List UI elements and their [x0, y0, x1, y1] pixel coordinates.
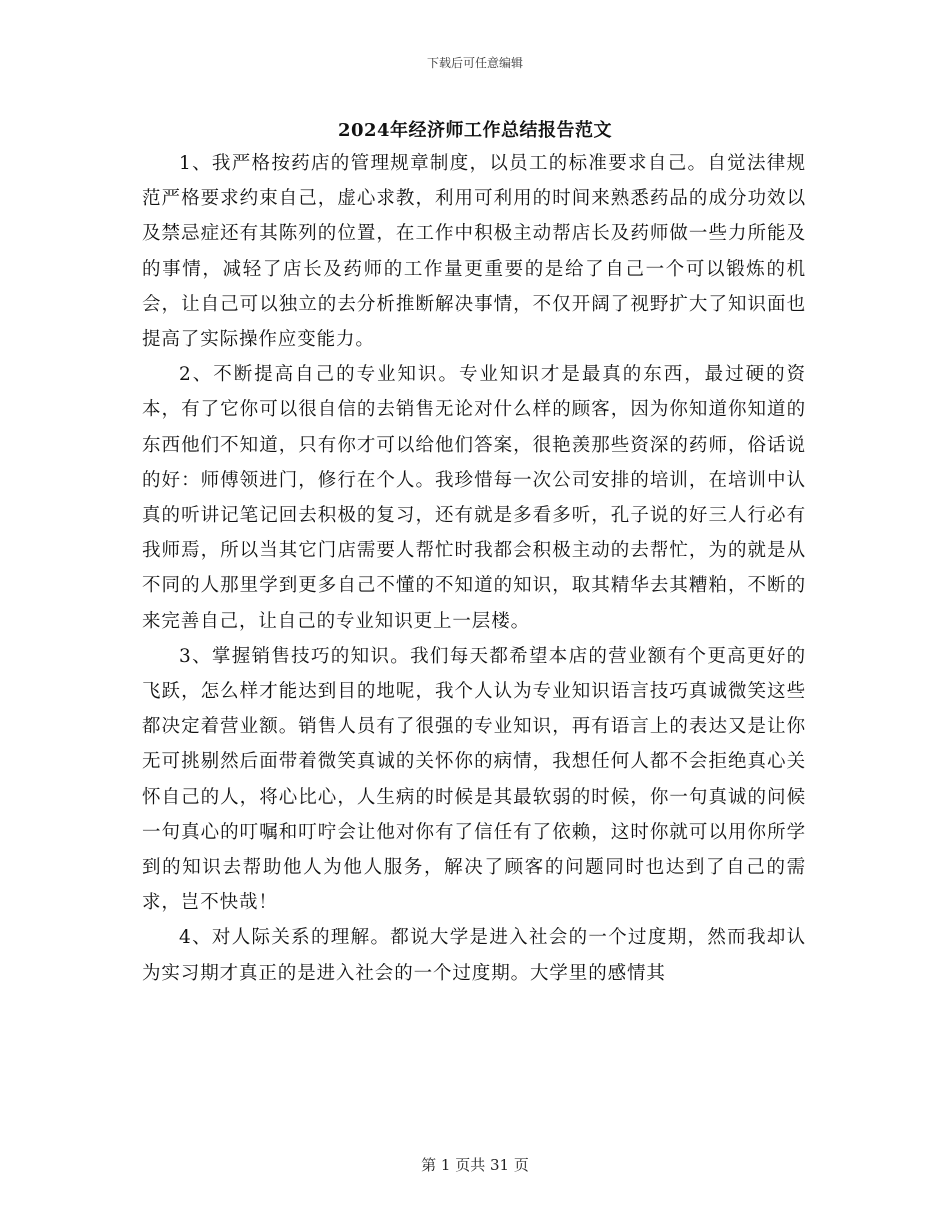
paragraph-2: 2、不断提高自己的专业知识。专业知识才是最真的东西，最过硬的资本，有了它你可以很自信的去销售无论对什么样的顾客，因为你知道你知道的东西他们不知道，只有你才可以给他们答案，很艳羡那些资深的药师，俗话说的好：师傅领进门，修行在个人。我珍惜每一次公司安排的培训，在培训中认真的听讲记笔记回去积极的复习，还有就是多看多听，孔子说的好三人行必有我师焉，所以当其它门店需要人帮忙时我都会积极主动的去帮忙，为的就是从不同的人那里学到更多自己不懂的不知道的知识，取其精华去其糟粕，不断的来完善自己，让自己的专业知识更上一层楼。	[142, 364, 806, 632]
document-body	[142, 146, 806, 991]
document-title: 2024年经济师工作总结报告范文	[337, 120, 613, 141]
paragraph-1: 1、我严格按药店的管理规章制度，以员工的标准要求自己。自觉法律规范严格要求约束自己，虚心求教，利用可利用的时间来熟悉药品的成分功效以及禁忌症还有其陈列的位置，在工作中积极主动帮店长及药师做一些力所能及的事情，减轻了店长及药师的工作量更重要的是给了自己一个可以锻炼的机会，让自己可以独立的去分析推断解决事情，不仅开阔了视野扩大了知识面也提高了实际操作应变能力。	[142, 153, 806, 351]
paragraph-4: 4、对人际关系的理解。都说大学是进入社会的一个过度期，然而我却认为实习期才真正的是进入社会的一个过度期。大学里的感情其	[142, 927, 806, 984]
paragraph-3: 3、掌握销售技巧的知识。我们每天都希望本店的营业额有个更高更好的飞跃，怎么样才能达到目的地呢，我个人认为专业知识语言技巧真诚微笑这些都决定着营业额。销售人员有了很强的专业知识，再有语言上的表达又是让你无可挑剔然后面带着微笑真诚的关怀你的病情，我想任何人都不会拒绝真心关怀自己的人，将心比心，人生病的时候是其最软弱的时候，你一句真诚的问候一句真心的叮嘱和叮咛会让他对你有了信任有了依赖，这时你就可以用你所学到的知识去帮助他人为他人服务，解决了顾客的问题同时也达到了自己的需求，岂不快哉！	[142, 645, 806, 914]
page-number: 第 1 页共 31 页	[421, 1156, 529, 1174]
page-header-note: 下载后可任意编辑	[426, 56, 523, 70]
